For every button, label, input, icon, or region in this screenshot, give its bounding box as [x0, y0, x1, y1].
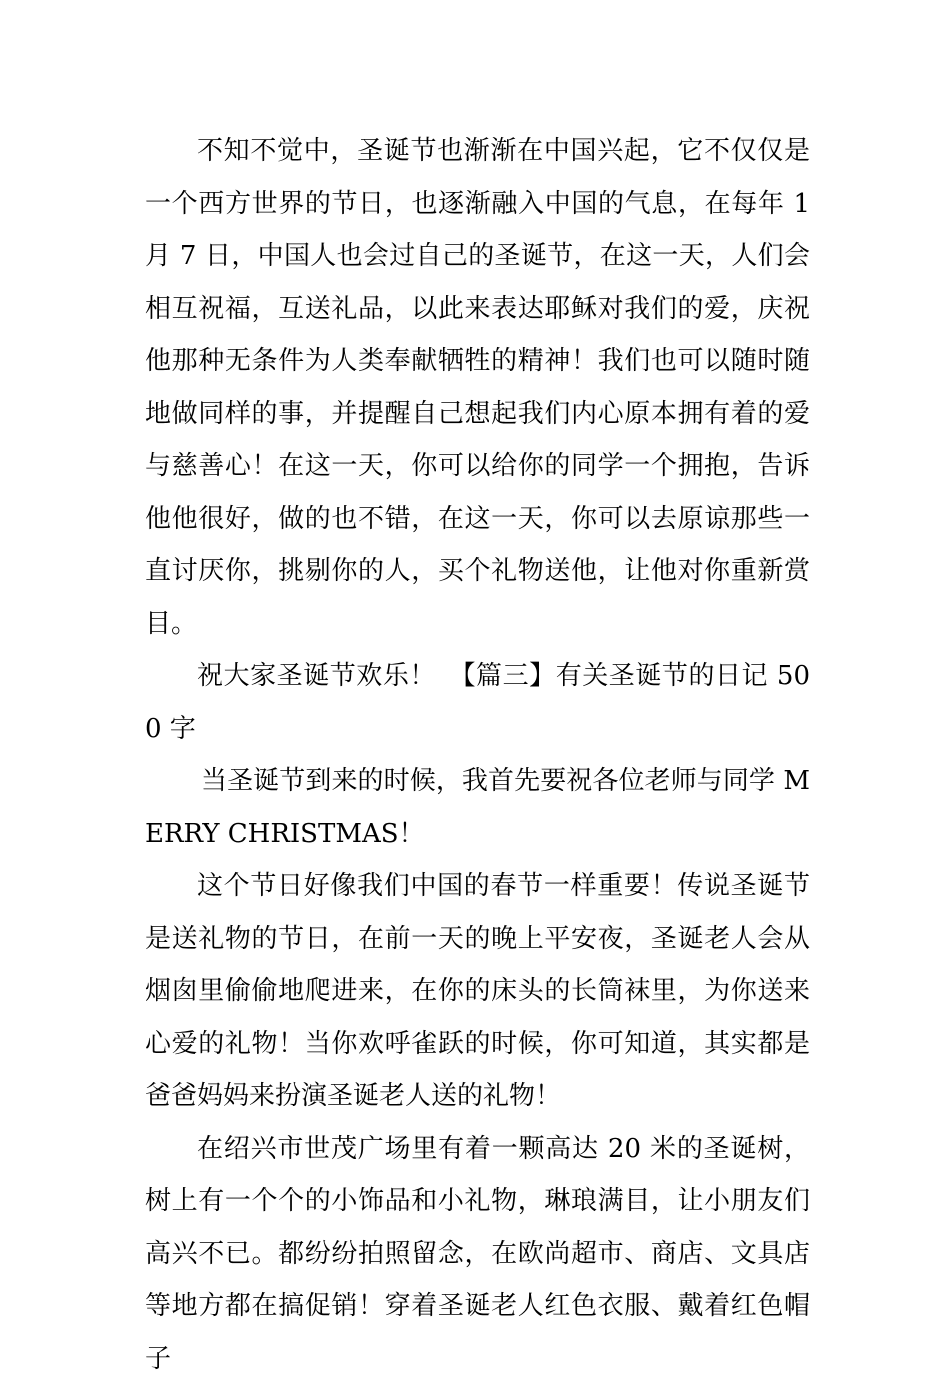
document-body	[145, 125, 810, 1385]
paragraph-4: 这个节日好像我们中国的春节一样重要！传说圣诞节是送礼物的节日，在前一天的晚上平安夜，圣诞老人会从烟囱里偷偷地爬进来，在你的床头的长筒袜里，为你送来心爱的礼物！当你欢呼雀跃的时候，你可知道，其实都是爸爸妈妈来扮演圣诞老人送的礼物！	[145, 860, 810, 1123]
paragraph-3: 当圣诞节到来的时候，我首先要祝各位老师与同学 MERRY CHRISTMAS！	[145, 755, 810, 860]
paragraph-5: 在绍兴市世茂广场里有着一颗高达 20 米的圣诞树，树上有一个个的小饰品和小礼物，琳琅满目，让小朋友们高兴不已。都纷纷拍照留念，在欧尚超市、商店、文具店等地方都在搞促销！穿着圣诞老人红色衣服、戴着红色帽子	[145, 1123, 810, 1385]
paragraph-2: 祝大家圣诞节欢乐！ 【篇三】有关圣诞节的日记 500 字	[145, 650, 810, 755]
paragraph-1: 不知不觉中，圣诞节也渐渐在中国兴起，它不仅仅是一个西方世界的节日，也逐渐融入中国的气息，在每年 1 月 7 日，中国人也会过自己的圣诞节，在这一天，人们会相互祝福，互送礼品，以此来表达耶稣对我们的爱，庆祝他那种无条件为人类奉献牺牲的精神！我们也可以随时随地做同样的事，并提醒自己想起我们内心原本拥有着的爱与慈善心！在这一天，你可以给你的同学一个拥抱，告诉他他很好，做的也不错，在这一天，你可以去原谅那些一直讨厌你，挑剔你的人，买个礼物送他，让他对你重新赏目。	[145, 125, 810, 650]
